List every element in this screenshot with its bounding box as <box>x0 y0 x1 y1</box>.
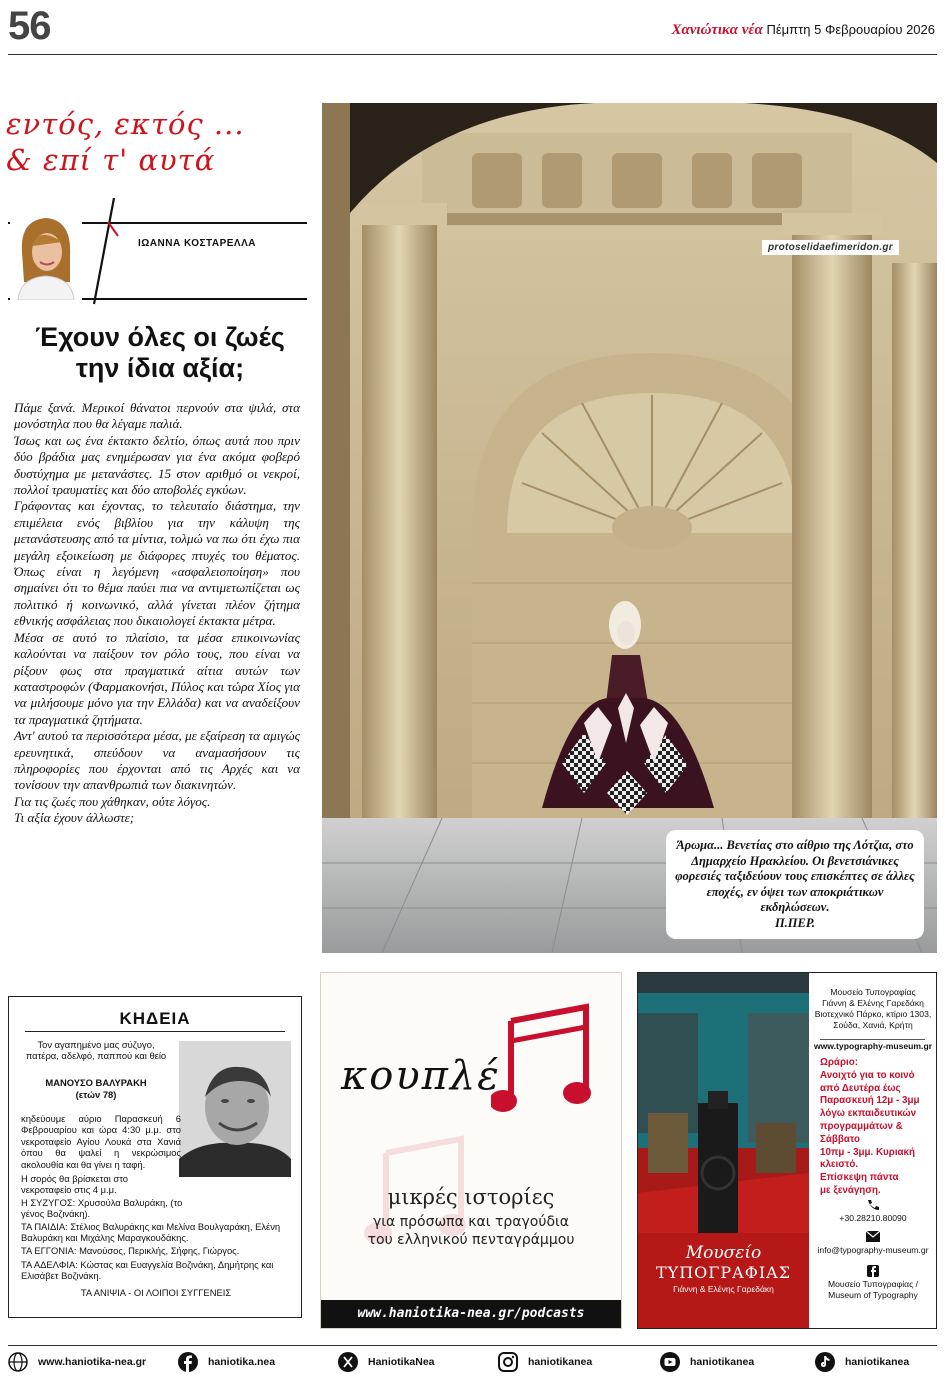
article-paragraph: Ίσως και ως ένα έκτακτο δελτίο, όπως αυτά που πριν δύο βράδια μας ενημέρωσαν για ένα ακόμα φοβερό δυστύχημα με μετανάστες. 15 στον αριθμό οι νεκροί, πολλοί τραυματίες και δύο αποβολές εγκύων. <box>14 432 300 498</box>
museum-hours-line: Παρασκευή 12μ - 3μμ <box>820 1095 920 1107</box>
footer-instagram[interactable] <box>498 1352 592 1372</box>
author-avatar <box>10 212 82 300</box>
podcast-logo: κουπλέ <box>341 1053 501 1099</box>
article-headline: Έχουν όλες οι ζωές την ίδια αξία; <box>35 322 285 383</box>
podcast-tagline-line1: για πρόσωπα και τραγούδια <box>373 1214 569 1230</box>
footer-rule <box>8 1345 937 1346</box>
museum-logo-main: ΤΥΠΟΓΡΑΦΙΑΣ <box>655 1263 792 1282</box>
museum-address-line1: Βιοτεχνικό Πάρκο, κτίριο 1303, <box>814 1009 932 1019</box>
obituary-spouse: Η ΣΥΖΥΓΟΣ: Χρυσούλα Βαλυράκη, (το γένος Βοζινάκη). <box>21 1197 183 1220</box>
feature-photo <box>322 103 937 953</box>
instagram-icon <box>498 1352 518 1372</box>
museum-divider <box>820 1039 925 1040</box>
podcast-tagline <box>321 1213 621 1249</box>
email-icon <box>866 1231 880 1242</box>
tiktok-icon <box>815 1352 835 1372</box>
obituary-grandchildren: ΤΑ ΕΓΓΟΝΙΑ: Μανούσος, Περικλής, Σήφης, Γιώργος. <box>21 1245 240 1256</box>
obituary-coffin: Η σορός θα βρίσκεται στο νεκροταφείο στις 4 μ.μ. <box>21 1173 128 1196</box>
museum-phone[interactable]: +30.28210.80090 <box>839 1213 907 1223</box>
footer-youtube-label: haniotikanea <box>690 1356 755 1368</box>
newspaper-brand: Χανιώτικα νέα <box>671 22 763 38</box>
museum-hours-line: με ξενάγηση. <box>820 1184 881 1196</box>
masthead <box>671 22 935 39</box>
issue-date: Πέμπτη 5 Φεβρουαρίου 2026 <box>766 22 935 37</box>
obituary-siblings: ΤΑ ΑΔΕΛΦΙΑ: Κώστας και Ευαγγελία Βοζινάκη, Δημήτρης και Ελισάβετ Βοζινάκη. <box>21 1259 274 1282</box>
podcast-url[interactable]: www.haniotika-nea.gr/podcasts <box>321 1300 621 1328</box>
museum-hours-line: από Δευτέρα έως <box>820 1082 901 1094</box>
facebook-icon <box>178 1352 198 1372</box>
author-slash-ornament <box>84 196 124 306</box>
museum-name-line2: Γιάννη & Ελένης Γαρεδάκη <box>822 998 924 1008</box>
article-paragraph: Για τις ζωές που χάθηκαν, ούτε λόγος. <box>14 793 211 809</box>
footer-facebook-label: haniotika.nea <box>208 1356 276 1368</box>
x-icon <box>338 1352 358 1372</box>
museum-hours-line: λόγω εκπαιδευτικών <box>820 1108 917 1120</box>
page-number: 56 <box>8 4 51 48</box>
globe-icon <box>8 1352 28 1372</box>
header-rule <box>8 54 937 55</box>
obituary-box <box>8 996 302 1318</box>
photo-watermark: protoselidaefimeridon.gr <box>762 240 899 255</box>
footer-tiktok[interactable] <box>815 1352 909 1372</box>
venetian-costume-photo <box>322 103 937 953</box>
museum-logo-script: Μουσείο <box>685 1243 762 1263</box>
facebook-icon <box>867 1265 879 1277</box>
museum-address <box>813 987 933 1031</box>
obituary-intro: Τον αγαπημένο μας σύζυγο, πατέρα, αδελφό, παππού και θείο <box>25 1039 167 1062</box>
museum-hours-line: προγραμμάτων & Σάββατο <box>820 1120 903 1145</box>
obituary-rule <box>25 1031 285 1032</box>
museum-hours-label: Ωράριο: <box>820 1057 858 1068</box>
caption-text: Άρωμα... Βενετίας στο αίθριο της Λότζια, στο Δημαρχείο Ηρακλείου. Οι βενετσιάνικες φορεσιές ταξιδεύουν τους επισκέπτες σε άλλες εποχές, εν όψει των αποκριάτικων εκδηλώσεων. <box>675 838 915 914</box>
photo-credit: Π.ΠΕΡ. <box>774 915 816 930</box>
photo-caption <box>666 830 924 939</box>
article-paragraph: Γράφοντας και έχοντας, το τελευταίο διάστημα, την επιμέλεια ενός βιβλίου για την κάλυψη της μετανάστευσης από τα μίντια, τολμώ να πω ότι έχω πια μεγάλη εξοικείωση με διάφορες πτυχές του θέματος. Όπως είναι η λεγόμενη «ασφαλειοποίηση» που σημαίνει ότι το θέμα παύει πια να αντιμετωπίζεται ως πολιτικό ή κοινωνικό, αλλά γίνεται πλέον ζήτημα εθνικής ασφάλειας που δικαιολογεί έκτακτα μέτρα. <box>14 498 300 629</box>
article-paragraph: Αντ' αυτού τα περισσότερα μέσα, με εξαίρεση τα αμιγώς ερευνητικά, σπεύδουν να αναμασήσουν τις πληροφορίες που έρχονται από τις Αρχές και να τονίσουν την απανθρωπιά των διακινητών. <box>14 728 300 793</box>
museum-facebook[interactable] <box>813 1279 933 1301</box>
footer-x-label: HaniotikaNea <box>368 1356 435 1368</box>
phone-icon <box>866 1199 880 1211</box>
museum-hours-line: 10πμ - 3μμ. Κυριακή κλειστό. <box>820 1146 916 1171</box>
obituary-body: κηδεύουμε αύριο Παρασκευή 6 Φεβρουαρίου και ώρα 4:30 μ.μ. στο νεκροταφείο Αγίου Λουκά στα Χανιά όπου θα ψαλεί η νεκρώσιμος ακολουθία και θα γίνει η ταφή. <box>21 1113 181 1170</box>
obituary-closing: ΤΑ ΑΝΙΨΙΑ - ΟΙ ΛΟΙΠΟΙ ΣΥΓΓΕΝΕΙΣ <box>80 1287 232 1298</box>
museum-logo-sub: Γιάννη & Ελένης Γαρεδάκη <box>673 1284 774 1294</box>
museum-address-line2: Σούδα, Χανιά, Κρήτη <box>833 1020 913 1030</box>
footer-x[interactable] <box>338 1352 435 1372</box>
article-paragraph: Πάμε ξανά. Μερικοί θάνατοι περνούν στα ψιλά, στα μονόστηλα που θα λέγαμε παλιά. <box>14 400 300 432</box>
column-title <box>6 106 306 178</box>
museum-logo <box>638 1243 809 1294</box>
youtube-icon <box>660 1352 680 1372</box>
museum-facebook-line2: Museum of Typography <box>828 1290 918 1300</box>
museum-name-line1: Μουσείο Τυπογραφίας <box>830 987 916 997</box>
footer-website-label: www.haniotika-nea.gr <box>38 1356 147 1368</box>
article-paragraph: Μέσα σε αυτό το πλαίσιο, τα μέσα επικοινωνίας καλούνται να παίξουν τον ρόλο τους, που είναι να ρίξουν φως στα πραγματικά αίτια αυτών των καταστροφών (Φαρμακονήσι, Πύλος και τώρα Χίος για να μιλήσουμε μόνο για την Ελλάδα) και να αναδείξουν τα πραγματικά ζητήματα. <box>14 629 300 727</box>
museum-facebook-line1: Μουσείο Τυπογραφίας / <box>827 1279 918 1289</box>
deceased-photo <box>179 1041 291 1177</box>
podcast-tagline-line2: του ελληνικού πενταγράμμου <box>367 1232 575 1248</box>
article-body <box>14 400 300 827</box>
column-title-line2: & επί τ' αυτά <box>6 143 216 177</box>
museum-hours <box>820 1057 930 1198</box>
column-title-line1: εντός, εκτός ... <box>6 107 245 141</box>
music-notes-icon <box>491 1001 601 1121</box>
deceased-name: ΜΑΝΟΥΣΟ ΒΑΛΥΡΑΚΗ <box>45 1077 147 1088</box>
obituary-title: ΚΗΔΕΙΑ <box>119 1009 191 1028</box>
museum-hours-line: Επίσκεψη πάντα <box>820 1172 899 1184</box>
footer-website[interactable] <box>8 1352 146 1372</box>
author-name: ΙΩΑΝΝΑ ΚΟΣΤΑΡΕΛΛΑ <box>138 238 256 249</box>
footer-youtube[interactable] <box>660 1352 754 1372</box>
footer-instagram-label: haniotikanea <box>528 1356 593 1368</box>
obituary-children: ΤΑ ΠΑΙΔΙΑ: Στέλιος Βαλυράκης και Μελίνα Βουλγαράκη, Ελένη Βαλυράκη και Μιχάλης Μαραγκουδάκης. <box>21 1221 281 1244</box>
museum-email[interactable]: info@typography-museum.gr <box>817 1245 929 1255</box>
podcast-ad[interactable] <box>320 972 622 1329</box>
footer-tiktok-label: haniotikanea <box>845 1356 910 1368</box>
museum-hours-line: Ανοιχτό για το κοινό <box>820 1069 915 1081</box>
footer-facebook[interactable] <box>178 1352 275 1372</box>
museum-website[interactable]: www.typography-museum.gr <box>813 1041 933 1051</box>
museum-ad[interactable] <box>637 972 937 1329</box>
article-paragraph: Τι αξία έχουν άλλωστε; <box>14 810 135 826</box>
podcast-subtitle: μικρές ιστορίες <box>387 1185 555 1209</box>
deceased-age: (ετών 78) <box>75 1089 117 1100</box>
